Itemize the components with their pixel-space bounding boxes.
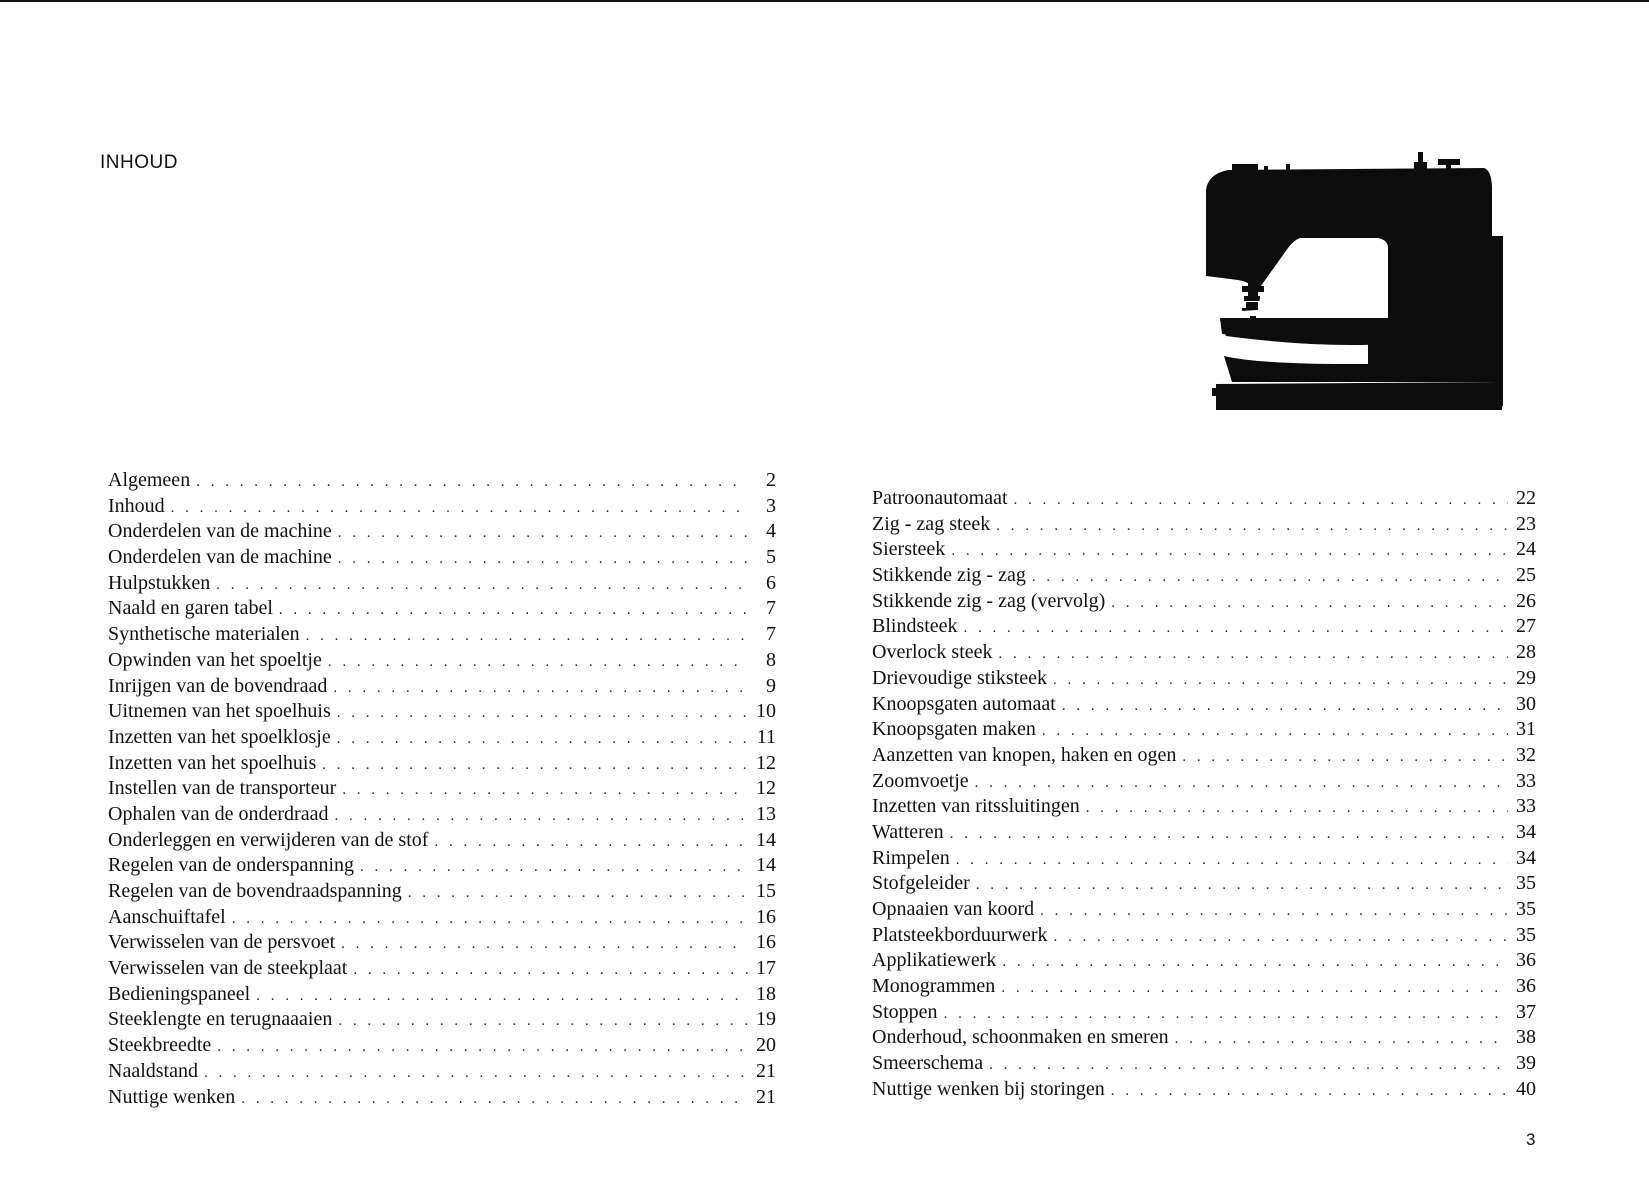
toc-entry-page: 7 (766, 597, 776, 620)
toc-entry-title: Steeklengte en terugnaaaien (108, 1008, 333, 1031)
toc-entry-page: 36 (1516, 975, 1536, 998)
toc-entry-title: Steekbreedte (108, 1034, 212, 1057)
toc-entry-title: Aanschuiftafel (108, 905, 226, 928)
toc-dot-leader (1111, 1079, 1508, 1105)
toc-entry-title: Verwisselen van de persvoet (108, 931, 336, 954)
toc-entry-title: Zoomvoetje (872, 769, 969, 792)
toc-entry-title: Zig - zag steek (872, 512, 991, 535)
toc-entry (872, 974, 1536, 1000)
toc-entry-title: Verwisselen van de steekplaat (108, 957, 348, 980)
toc-entry (108, 828, 776, 854)
toc-entry-page: 8 (766, 648, 776, 671)
toc-entry (872, 794, 1536, 820)
toc-entry-page: 17 (756, 957, 776, 980)
toc-entry (872, 563, 1536, 589)
toc-entry-page: 3 (766, 494, 776, 517)
toc-entry-title: Uitnemen van het spoelhuis (108, 700, 331, 723)
toc-entry (108, 648, 776, 674)
toc-entry-title: Instellen van de transporteur (108, 777, 337, 800)
toc-entry-title: Inhoud (108, 494, 165, 517)
toc-entry-title: Applikatiewerk (872, 949, 997, 972)
toc-entry-page: 9 (766, 674, 776, 697)
toc-dot-leader (1062, 694, 1508, 720)
top-rule (0, 0, 1649, 2)
toc-entry (108, 982, 776, 1008)
toc-entry (872, 948, 1536, 974)
toc-dot-leader (1042, 719, 1508, 745)
toc-dot-leader (216, 573, 748, 599)
toc-right-column (872, 486, 1536, 1103)
toc-dot-leader (1054, 925, 1508, 951)
toc-entry-title: Naald en garen tabel (108, 597, 273, 620)
toc-entry-title: Siersteek (872, 538, 946, 561)
toc-entry (108, 1007, 776, 1033)
toc-entry (872, 1077, 1536, 1103)
toc-dot-leader (306, 624, 748, 650)
toc-entry-page: 34 (1516, 846, 1536, 869)
toc-dot-leader (196, 470, 748, 496)
toc-entry-page: 33 (1516, 795, 1536, 818)
toc-entry-page: 32 (1516, 743, 1536, 766)
toc-entry (108, 1033, 776, 1059)
sewing-machine-illustration (1198, 152, 1530, 430)
toc-entry-page: 30 (1516, 692, 1536, 715)
toc-entry (872, 692, 1536, 718)
toc-dot-leader (951, 539, 1508, 565)
toc-entry (872, 769, 1536, 795)
toc-entry-title: Ophalen van de onderdraad (108, 802, 329, 825)
toc-entry (872, 1051, 1536, 1077)
toc-entry-title: Bedieningspaneel (108, 982, 251, 1005)
toc-dot-leader (1111, 591, 1508, 617)
toc-entry-title: Rimpelen (872, 846, 950, 869)
toc-entry (872, 717, 1536, 743)
toc-entry (872, 486, 1536, 512)
toc-entry (108, 494, 776, 520)
toc-dot-leader (1014, 488, 1508, 514)
toc-entry-title: Onderdelen van de machine (108, 546, 332, 569)
toc-entry-page: 25 (1516, 564, 1536, 587)
toc-entry-title: Inzetten van het spoelhuis (108, 751, 317, 774)
toc-entry (872, 666, 1536, 692)
toc-dot-leader (328, 650, 748, 676)
toc-entry-page: 21 (756, 1059, 776, 1082)
toc-dot-leader (171, 496, 748, 522)
toc-entry-page: 10 (756, 700, 776, 723)
toc-entry-page: 22 (1516, 487, 1536, 509)
toc-entry (872, 871, 1536, 897)
toc-entry (872, 1025, 1536, 1051)
toc-entry-page: 12 (756, 777, 776, 800)
toc-entry-page: 18 (756, 982, 776, 1005)
toc-dot-leader (204, 1061, 748, 1087)
toc-dot-leader (1040, 899, 1508, 925)
toc-entry-page: 15 (756, 880, 776, 902)
toc-entry (108, 1059, 776, 1085)
toc-entry-page: 37 (1516, 1000, 1536, 1023)
toc-entry-title: Hulpstukken (108, 571, 211, 594)
toc-entry-title: Platsteekborduurwerk (872, 923, 1048, 946)
toc-dot-leader (976, 873, 1508, 899)
toc-entry-title: Inrijgen van de bovendraad (108, 674, 328, 697)
toc-entry (108, 519, 776, 545)
toc-entry (108, 622, 776, 648)
toc-entry-page: 2 (766, 469, 776, 491)
toc-entry-page: 29 (1516, 666, 1536, 689)
toc-entry-page: 23 (1516, 512, 1536, 535)
toc-entry-title: Opnaaien van koord (872, 898, 1035, 920)
toc-dot-leader (279, 598, 748, 624)
toc-entry-page: 38 (1516, 1026, 1536, 1049)
toc-entry-title: Nuttige wenken bij storingen (872, 1077, 1105, 1100)
toc-dot-leader (334, 804, 748, 830)
toc-entry (872, 897, 1536, 923)
toc-entry (872, 923, 1536, 949)
toc-entry (108, 596, 776, 622)
toc-entry-title: Knoopsgaten maken (872, 718, 1036, 741)
toc-entry (108, 751, 776, 777)
toc-dot-leader (241, 1087, 748, 1113)
toc-dot-leader (956, 848, 1508, 874)
toc-dot-leader (360, 855, 748, 881)
toc-entry (108, 853, 776, 879)
toc-dot-leader (1002, 950, 1508, 976)
toc-dot-leader (1175, 1027, 1508, 1053)
toc-entry-page: 40 (1516, 1077, 1536, 1100)
toc-entry-title: Regelen van de onderspanning (108, 854, 355, 877)
toc-entry-title: Overlock steek (872, 641, 993, 664)
toc-dot-leader (256, 984, 748, 1010)
toc-dot-leader (341, 932, 748, 958)
toc-entry (872, 743, 1536, 769)
toc-dot-leader (944, 1002, 1508, 1028)
toc-entry-title: Synthetische materialen (108, 623, 300, 646)
toc-entry (872, 537, 1536, 563)
toc-entry-page: 34 (1516, 820, 1536, 843)
toc-entry (108, 802, 776, 828)
toc-entry-title: Nuttige wenken (108, 1085, 236, 1108)
toc-dot-leader (333, 676, 748, 702)
toc-entry (108, 571, 776, 597)
toc-entry-title: Regelen van de bovendraadspanning (108, 880, 402, 902)
toc-entry (872, 640, 1536, 666)
toc-entry-title: Monogrammen (872, 975, 996, 998)
toc-entry-page: 12 (756, 751, 776, 774)
toc-dot-leader (217, 1035, 748, 1061)
toc-dot-leader (338, 521, 748, 547)
toc-dot-leader (338, 1009, 748, 1035)
toc-dot-leader (338, 547, 748, 573)
toc-entry-title: Inzetten van het spoelklosje (108, 725, 331, 748)
toc-entry-title: Patroonautomaat (872, 487, 1008, 509)
toc-entry-page: 35 (1516, 898, 1536, 920)
toc-entry-page: 13 (756, 802, 776, 825)
toc-entry (872, 1000, 1536, 1026)
toc-entry-title: Knoopsgaten automaat (872, 692, 1056, 715)
toc-entry-title: Algemeen (108, 469, 191, 491)
toc-entry (108, 725, 776, 751)
toc-entry-title: Aanzetten van knopen, haken en ogen (872, 743, 1177, 766)
toc-dot-leader (434, 830, 748, 856)
toc-entry-page: 35 (1516, 923, 1536, 946)
toc-entry-page: 24 (1516, 538, 1536, 561)
toc-entry-title: Stofgeleider (872, 872, 970, 895)
toc-dot-leader (337, 727, 748, 753)
toc-entry-title: Stoppen (872, 1000, 938, 1023)
toc-entry-page: 28 (1516, 641, 1536, 664)
toc-entry (108, 776, 776, 802)
toc-entry (872, 820, 1536, 846)
toc-dot-leader (408, 881, 748, 907)
toc-entry (108, 545, 776, 571)
toc-entry-page: 39 (1516, 1052, 1536, 1075)
toc-dot-leader (322, 753, 748, 779)
toc-entry-title: Stikkende zig - zag (872, 564, 1026, 587)
toc-entry-title: Stikkende zig - zag (vervolg) (872, 589, 1106, 612)
toc-dot-leader (337, 701, 748, 727)
toc-dot-leader (996, 514, 1508, 540)
toc-entry (108, 905, 776, 931)
toc-entry (872, 512, 1536, 538)
toc-dot-leader (975, 771, 1508, 797)
toc-entry-page: 11 (756, 725, 776, 748)
toc-entry-page: 21 (756, 1085, 776, 1108)
toc-entry (108, 1085, 776, 1111)
toc-entry (108, 930, 776, 956)
toc-entry (872, 846, 1536, 872)
toc-entry-page: 14 (756, 828, 776, 851)
toc-entry-title: Inzetten van ritssluitingen (872, 795, 1080, 818)
toc-dot-leader (1182, 745, 1508, 771)
toc-entry-page: 16 (756, 905, 776, 928)
toc-entry-page: 36 (1516, 949, 1536, 972)
toc-entry-title: Opwinden van het spoeltje (108, 648, 322, 671)
toc-dot-leader (1032, 565, 1508, 591)
toc-entry-page: 6 (766, 571, 776, 594)
toc-left-column (108, 468, 776, 1110)
toc-entry-page: 20 (756, 1034, 776, 1057)
toc-entry-page: 7 (766, 623, 776, 646)
toc-entry-title: Naaldstand (108, 1059, 198, 1082)
toc-dot-leader (1086, 796, 1508, 822)
toc-entry (108, 674, 776, 700)
toc-entry (108, 956, 776, 982)
page-heading: INHOUD (100, 152, 178, 173)
toc-entry-page: 33 (1516, 769, 1536, 792)
page-number: 3 (1526, 1130, 1536, 1149)
toc-dot-leader (353, 958, 748, 984)
toc-entry (108, 879, 776, 905)
toc-entry (872, 589, 1536, 615)
toc-dot-leader (989, 1053, 1508, 1079)
toc-entry-page: 14 (756, 854, 776, 877)
toc-entry-page: 35 (1516, 872, 1536, 895)
toc-dot-leader (232, 907, 748, 933)
toc-entry-page: 19 (756, 1008, 776, 1031)
toc-entry-page: 5 (766, 546, 776, 569)
toc-dot-leader (1053, 668, 1508, 694)
toc-entry-title: Onderdelen van de machine (108, 520, 332, 543)
toc-entry-page: 26 (1516, 589, 1536, 612)
toc-entry-page: 16 (756, 931, 776, 954)
toc-dot-leader (1001, 976, 1508, 1002)
toc-dot-leader (999, 642, 1508, 668)
toc-entry-title: Smeerschema (872, 1052, 984, 1075)
toc-entry-title: Onderhoud, schoonmaken en smeren (872, 1026, 1169, 1049)
toc-entry-page: 31 (1516, 718, 1536, 741)
toc-entry-page: 4 (766, 520, 776, 543)
toc-entry (108, 699, 776, 725)
toc-entry-title: Drievoudige stiksteek (872, 666, 1047, 689)
toc-entry-page: 27 (1516, 615, 1536, 638)
toc-dot-leader (950, 822, 1508, 848)
toc-dot-leader (964, 616, 1508, 642)
toc-entry (108, 468, 776, 494)
toc-entry-title: Watteren (872, 820, 944, 843)
toc-entry (872, 614, 1536, 640)
toc-entry-title: Blindsteek (872, 615, 958, 638)
toc-dot-leader (342, 778, 748, 804)
toc-entry-title: Onderleggen en verwijderen van de stof (108, 828, 429, 851)
